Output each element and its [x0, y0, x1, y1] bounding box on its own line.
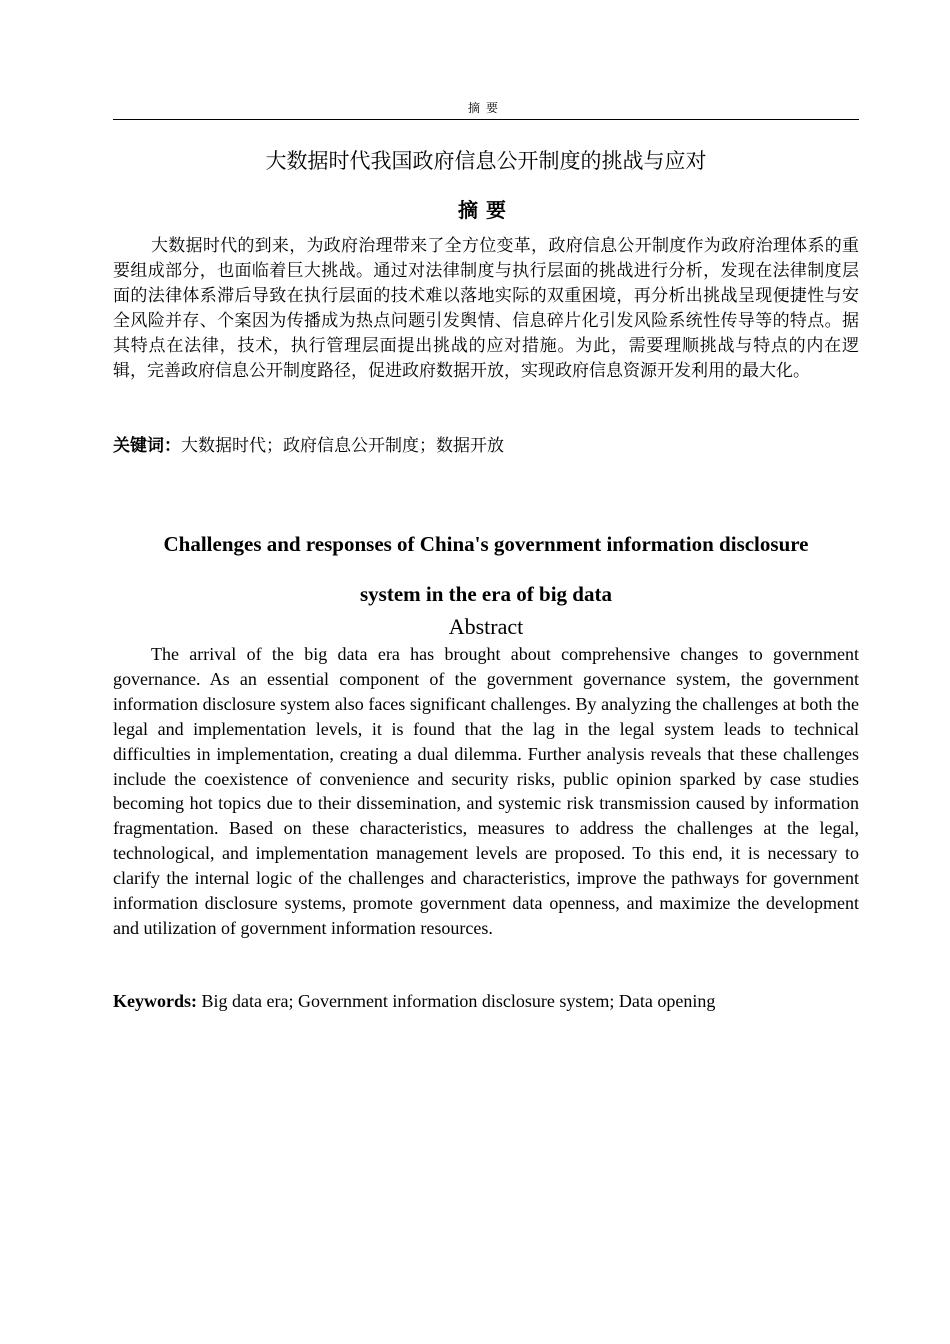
- english-keywords-text: Big data era; Government information disclosure system; Data opening: [201, 991, 716, 1011]
- header-rule: [113, 119, 859, 120]
- english-keywords-label: Keywords:: [113, 991, 197, 1011]
- chinese-abstract-body: 大数据时代的到来，为政府治理带来了全方位变革，政府信息公开制度作为政府治理体系的重要组成部分，也面临着巨大挑战。通过对法律制度与执行层面的挑战进行分析，发现在法律制度层面的法律体系滞后导致在执行层面的技术难以落地实际的双重困境，再分析出挑战呈现便捷性与安全风险并存、个案因为传播成为热点问题引发舆情、信息碎片化引发风险系统性传导等的特点。据其特点在法律，技术，执行管理层面提出挑战的应对措施。为此，需要理顺挑战与特点的内在逻辑，完善政府信息公开制度路径，促进政府数据开放，实现政府信息资源开发利用的最大化。: [113, 236, 859, 381]
- chinese-keywords-label: 关键词：: [113, 436, 181, 456]
- chinese-abstract-heading: 摘要: [458, 198, 514, 222]
- chinese-keywords: [113, 434, 859, 459]
- english-abstract-heading: Abstract: [448, 614, 524, 639]
- chinese-keywords-text: 大数据时代；政府信息公开制度；数据开放: [181, 436, 504, 456]
- chinese-title: 大数据时代我国政府信息公开制度的挑战与应对: [265, 149, 707, 173]
- running-header: 摘要: [467, 101, 504, 115]
- english-title: [113, 519, 859, 619]
- english-title-line-2: system in the era of big data: [360, 582, 612, 606]
- english-title-line-1: Challenges and responses of China's government information disclosure: [163, 532, 809, 556]
- english-keywords: [113, 989, 859, 1014]
- english-abstract-body: The arrival of the big data era has brought about comprehensive changes to government governance. As an essential component of the government governance system, the government information disclosure system also faces significant challenges. By analyzing the challenges at both the legal and implementation levels, it is found that the lag in the legal system leads to technical difficulties in implementation, creating a dual dilemma. Further analysis reveals that these challenges include the coexistence of convenience and security risks, public opinion sparked by case studies becoming hot topics due to their dissemination, and systemic risk transmission caused by information fragmentation. Based on these characteristics, measures to address the challenges at the legal, technological, and implementation management levels are proposed. To this end, it is necessary to clarify the internal logic of the challenges and characteristics, improve the pathways for government information disclosure systems, promote government data openness, and maximize the development and utilization of government information resources.: [113, 644, 859, 938]
